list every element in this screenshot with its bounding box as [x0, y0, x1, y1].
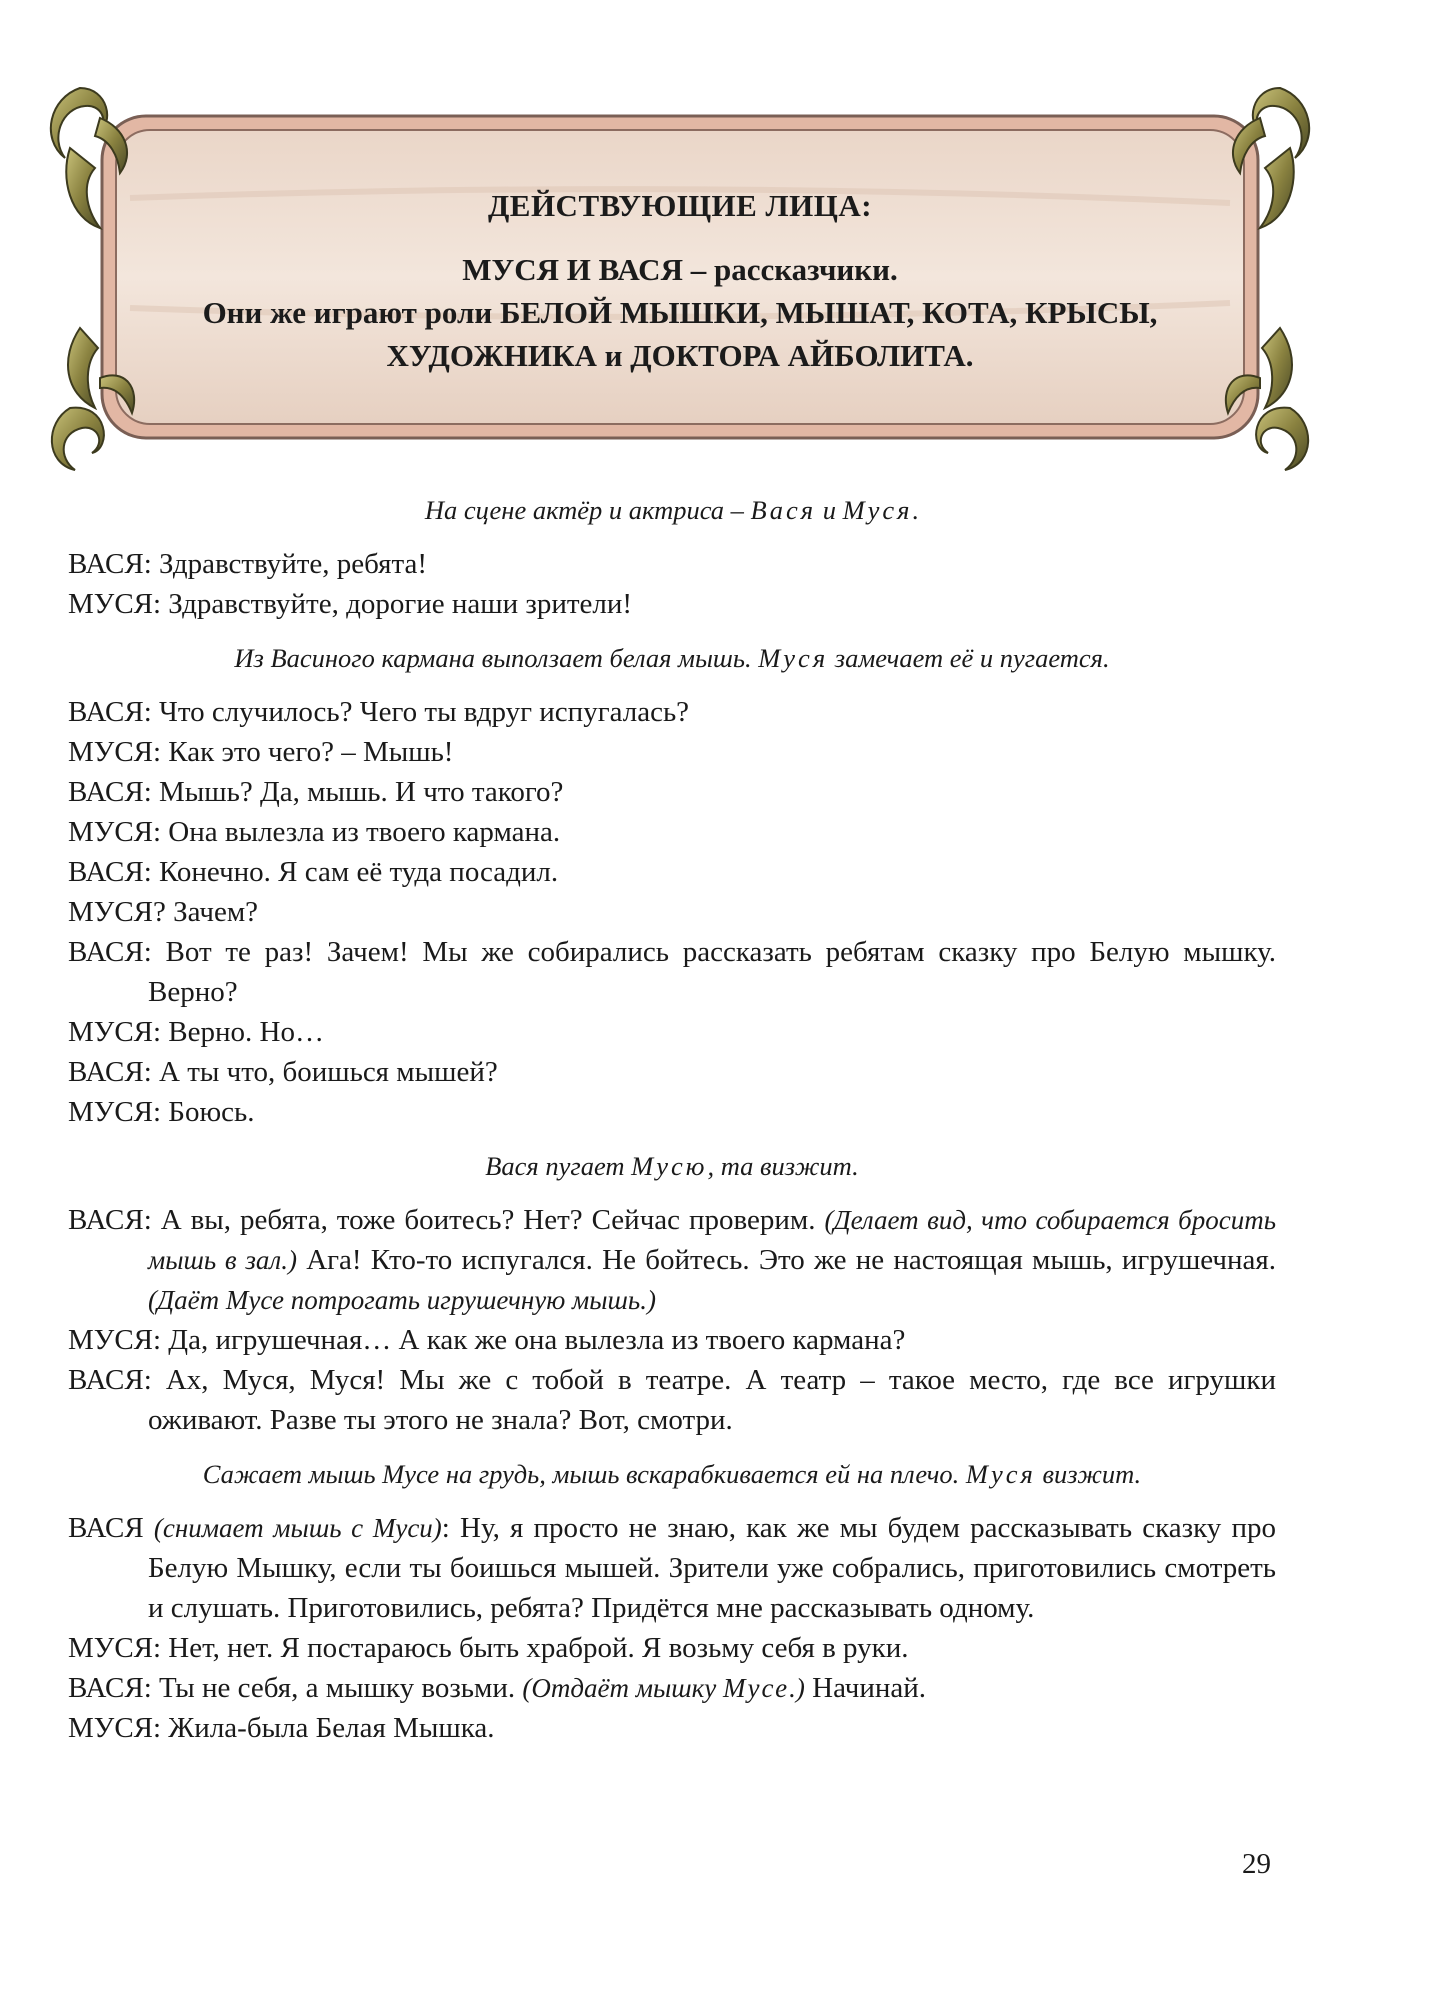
cast-banner — [40, 78, 1320, 478]
page-number: 29 — [1242, 1848, 1271, 1880]
cast-line-1: МУСЯ И ВАСЯ – рассказчики. — [462, 252, 898, 287]
dialogue-text: : Ну, я просто не знаю, как же мы будем рассказывать сказку про Белую Мышку, если ты боишься мышей. Зрители уже собрались, приготовились смотреть и слушать. Приготовились, ребята? Придётся мне рассказывать одному. — [148, 1512, 1276, 1624]
stage-direction — [68, 1454, 1276, 1494]
dialogue-line: МУСЯ: Да, игрушечная… А как же она вылезла из твоего кармана? — [68, 1324, 906, 1356]
stage-text: визжит. — [1035, 1459, 1142, 1489]
dialogue-line: ВАСЯ: Что случилось? Чего ты вдруг испугалась? — [68, 696, 690, 728]
remark: (Делает вид, что собирается бросить мышь в зал.) — [148, 1205, 1276, 1275]
remark: (снимает мышь с Муси) — [153, 1513, 442, 1543]
dialogue-text: Начинай. — [804, 1672, 927, 1704]
stage-text: Из Васиного кармана выползает белая мышь. — [234, 643, 759, 673]
dialogue-line: ВАСЯ: А ты что, боишься мышей? — [68, 1056, 498, 1088]
dialogue-line: ВАСЯ: Здравствуйте, ребята! — [68, 548, 428, 580]
cast-line-3: ХУДОЖНИКА и ДОКТОРА АЙБОЛИТА. — [386, 338, 974, 373]
remark: .) — [789, 1673, 805, 1703]
stage-text: , та визжит. — [707, 1151, 859, 1181]
dialogue-line: МУСЯ: Как это чего? – Мышь! — [68, 736, 454, 768]
dialogue-line: МУСЯ? Зачем? — [68, 896, 259, 928]
dialogue-text: Ага! Кто-то испугался. Не бойтесь. Это же не настоящая мышь, игрушечная. — [296, 1244, 1276, 1276]
dialogue-line: МУСЯ: Боюсь. — [68, 1096, 255, 1128]
stage-text: На сцене актёр и актриса – — [424, 495, 751, 525]
dialogue-line: ВАСЯ: Конечно. Я сам её туда посадил. — [68, 856, 559, 888]
dialogue-line: МУСЯ: Жила-была Белая Мышка. — [68, 1712, 495, 1744]
dialogue-line: ВАСЯ: Мышь? Да, мышь. И что такого? — [68, 776, 564, 808]
dialogue-line: МУСЯ: Здравствуйте, дорогие наши зрители! — [68, 588, 633, 620]
remark: (Даёт Мусе потрогать игрушечную мышь.) — [148, 1285, 656, 1315]
dialogue-line — [68, 1508, 1276, 1628]
stage-name: Муся — [965, 1459, 1036, 1489]
cast-line-2: Они же играют роли БЕЛОЙ МЫШКИ, МЫШАТ, КОТА, КРЫСЫ, — [202, 295, 1158, 330]
cast-title: ДЕЙСТВУЮЩИЕ ЛИЦА: — [487, 188, 873, 223]
stage-text: Вася пугает — [485, 1151, 632, 1181]
play-text — [68, 490, 1276, 1748]
speaker: ВАСЯ — [68, 1512, 154, 1544]
dialogue-text: ВАСЯ: Ты не себя, а мышку возьми. — [68, 1672, 523, 1704]
dialogue-line: МУСЯ: Верно. Но… — [68, 1016, 324, 1048]
cast-list — [180, 188, 1180, 377]
stage-name: Муся — [842, 495, 913, 525]
stage-name: Муся — [758, 643, 829, 673]
stage-text: Сажает мышь Мусе на грудь, мышь вскарабкивается ей на плечо. — [202, 1459, 966, 1489]
remark: (Отдаёт мышку — [522, 1673, 724, 1703]
dialogue-line: МУСЯ: Нет, нет. Я постараюсь быть храброй. Я возьму себя в руки. — [68, 1632, 909, 1664]
stage-direction — [68, 490, 1276, 530]
stage-direction — [68, 1146, 1276, 1186]
dialogue-line — [68, 1668, 1276, 1708]
remark-name: Мусе — [723, 1673, 790, 1703]
stage-direction — [68, 638, 1276, 678]
dialogue-line: ВАСЯ: Ах, Муся, Муся! Мы же с тобой в театре. А театр – такое место, где все игрушки оживают. Разве ты этого не знала? Вот, смотри. — [68, 1364, 1276, 1436]
dialogue-text: ВАСЯ: А вы, ребята, тоже боитесь? Нет? Сейчас проверим. — [68, 1204, 825, 1236]
dialogue-line: ВАСЯ: Вот те раз! Зачем! Мы же собирались рассказать ребятам сказку про Белую мышку. Верно? — [68, 936, 1276, 1008]
dialogue-line — [68, 1200, 1276, 1320]
stage-text: . — [912, 495, 920, 525]
stage-text: замечает её и пугается. — [828, 643, 1110, 673]
stage-text: и — [816, 495, 843, 525]
stage-name: Вася — [750, 495, 817, 525]
stage-name: Мусю — [631, 1151, 708, 1181]
dialogue-line: МУСЯ: Она вылезла из твоего кармана. — [68, 816, 561, 848]
